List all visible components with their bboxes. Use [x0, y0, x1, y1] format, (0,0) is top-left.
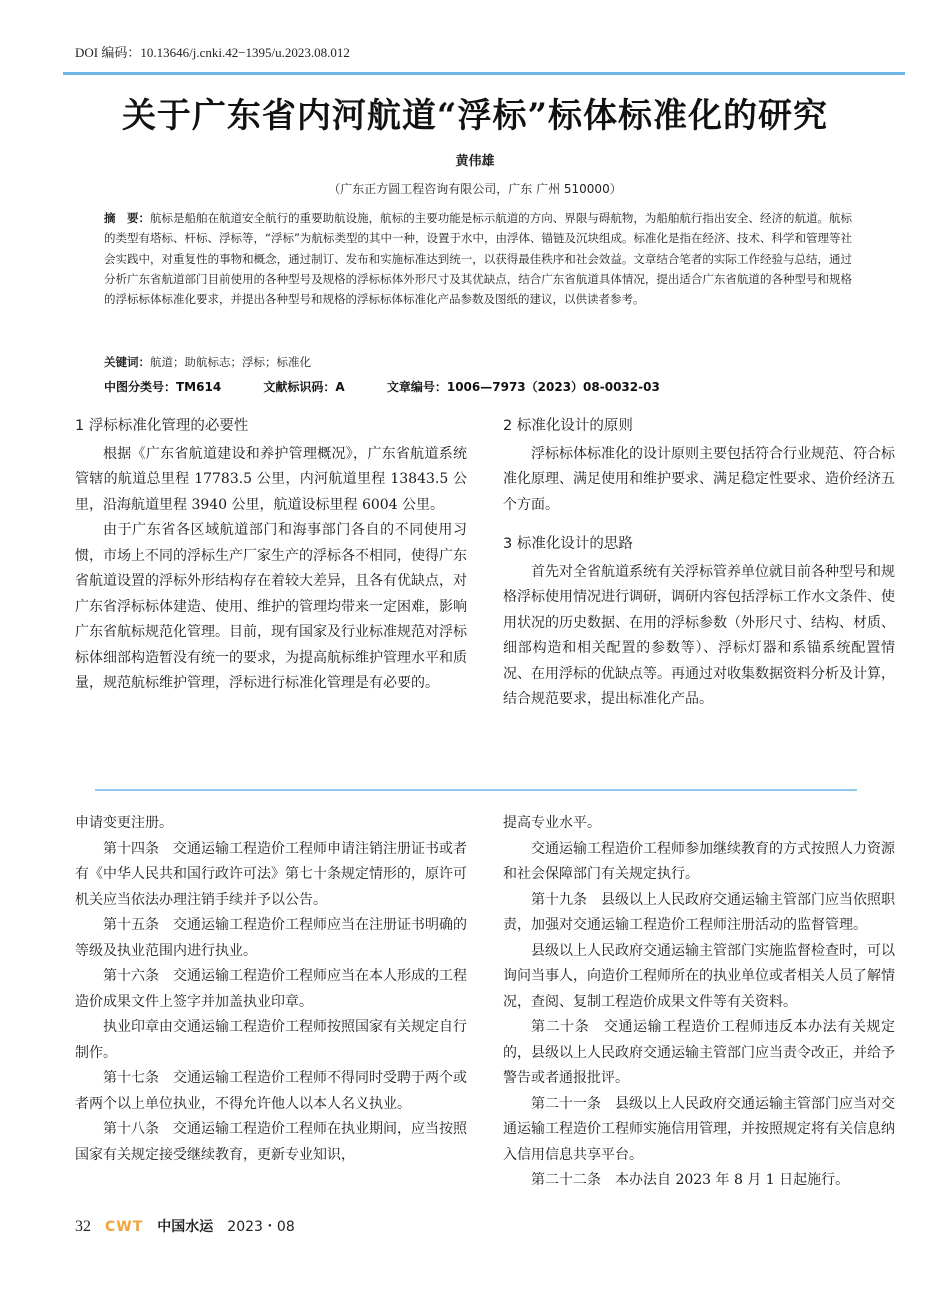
left-column-top — [75, 414, 467, 697]
paragraph: 浮标标体标准化的设计原则主要包括符合行业规范、符合标准化原理、满足使用和维护要求、满足稳定性要求、造价经济五个方面。 — [503, 445, 895, 513]
section-3-title: 3 标准化设计的思路 — [503, 536, 633, 552]
journal-logo-text: CWT — [105, 1219, 144, 1235]
paragraph: 第十六条 交通运输工程造价工程师应当在本人形成的工程造价成果文件上签字并加盖执业印章。 — [75, 968, 467, 1010]
paragraph: 交通运输工程造价工程师参加继续教育的方式按照人力资源和社会保障部门有关规定执行。 — [503, 840, 895, 882]
article-title: 关于广东省内河航道“浮标”标体标准化的研究 — [121, 96, 829, 136]
journal-name: 中国水运 — [157, 1219, 214, 1235]
paragraph: 县级以上人民政府交通运输主管部门实施监督检查时，可以询问当事人，向造价工程师所在的执业单位或者相关人员了解情况，查阅、复制工程造价成果文件等有关资料。 — [503, 942, 895, 1010]
right-column-top — [503, 414, 895, 713]
author-name: 黄伟雄 — [455, 154, 495, 169]
abstract — [104, 208, 852, 309]
doi-line: DOI 编码：10.13646/j.cnki.42−1395/u.2023.08.012 — [75, 45, 350, 60]
clc-number: 中图分类号：TM614 — [104, 380, 222, 394]
article-number: 文章编号：1006—7973（2023）08-0032-03 — [386, 380, 660, 394]
paragraph: 根据《广东省航道建设和养护管理概况》，广东省航道系统管辖的航道总里程 17783.5 公里，内河航道里程 13843.5 公里，沿海航道里程 3940 公里，航道设标里程 6004 公里。 — [75, 445, 467, 513]
abstract-label: 摘 要： — [104, 211, 151, 225]
section-divider — [95, 789, 857, 791]
keywords — [104, 354, 852, 370]
paragraph: 由于广东省各区域航道部门和海事部门各自的不同使用习惯，市场上不同的浮标生产厂家生产的浮标各不相同，使得广东省航道设置的浮标外形结构存在着较大差异，且各有优缺点，对广东省浮标标体建造、使用、维护的管理均带来一定困难，影响广东省航标规范化管理。目前，现有国家及行业标准规范对浮标标体细部构造暂没有统一的要求，为提高航标维护管理水平和质量，规范航标维护管理，浮标进行标准化管理是有必要的。 — [75, 522, 467, 691]
paragraph: 首先对全省航道系统有关浮标管养单位就目前各种型号和规格浮标使用情况进行调研，调研内容包括浮标工作水文条件、使用状况的历史数据、在用的浮标参数（外形尺寸、结构、材质、细部构造和相关配置的参数等）、浮标灯器和系锚系统配置情况、在用浮标的优缺点等。再通过对收集数据资料分析及计算，结合规范要求，提出标准化产品。 — [503, 563, 895, 707]
issue-date: 2023・08 — [227, 1219, 295, 1235]
paragraph: 申请变更注册。 — [75, 815, 173, 831]
paragraph: 第二十二条 本办法自 2023 年 8 月 1 日起施行。 — [531, 1172, 850, 1188]
paragraph: 第十五条 交通运输工程造价工程师应当在注册证书明确的等级及执业范围内进行执业。 — [75, 917, 467, 959]
paragraph: 提高专业水平。 — [503, 815, 601, 831]
page-number: 32 — [75, 1218, 91, 1235]
paragraph: 第二十条 交通运输工程造价工程师违反本办法有关规定的，县级以上人民政府交通运输主管部门应当责令改正，并给予警告或者通报批评。 — [503, 1019, 895, 1086]
section-2-title: 2 标准化设计的原则 — [503, 418, 633, 434]
page-footer — [75, 1216, 295, 1236]
paragraph: 第十七条 交通运输工程造价工程师不得同时受聘于两个或者两个以上单位执业，不得允许他人以本人名义执业。 — [75, 1070, 467, 1112]
right-column-bottom — [503, 811, 895, 1194]
classification-info — [104, 378, 852, 395]
paragraph: 第二十一条 县级以上人民政府交通运输主管部门应当对交通运输工程造价工程师实施信用管理，并按照规定将有关信息纳入信用信息共享平台。 — [503, 1095, 895, 1163]
paragraph: 第十四条 交通运输工程造价工程师申请注销注册证书或者有《中华人民共和国行政许可法》第七十条规定情形的，原许可机关应当依法办理注销手续并予以公告。 — [75, 840, 467, 908]
paragraph: 第十八条 交通运输工程造价工程师在执业期间，应当按照国家有关规定接受继续教育，更新专业知识， — [75, 1121, 467, 1163]
keywords-text: 航道；助航标志；浮标；标准化 — [150, 355, 311, 369]
section-1-title: 1 浮标标准化管理的必要性 — [75, 418, 249, 434]
paragraph: 执业印章由交通运输工程造价工程师按照国家有关规定自行制作。 — [75, 1019, 467, 1061]
paragraph: 第十九条 县级以上人民政府交通运输主管部门应当依照职责，加强对交通运输工程造价工程师注册活动的监督管理。 — [503, 891, 895, 933]
author-affiliation: （广东正方圆工程咨询有限公司，广东 广州 510000） — [328, 182, 622, 196]
keywords-label: 关键词： — [104, 355, 150, 369]
header-rule — [63, 72, 905, 75]
document-code: 文献标识码：A — [263, 380, 345, 394]
abstract-text: 航标是船舶在航道安全航行的重要助航设施，航标的主要功能是标示航道的方向、界限与碍航物，为船舶航行指出安全、经济的航道。航标的类型有塔标、杆标、浮标等，“浮标”为航标类型的其中一种，设置于水中，由浮体、锚链及沉块组成。标准化是指在经济、技术、科学和管理等社会实践中，对重复性的事物和概念，通过制订、发布和实施标准达到统一，以获得最佳秩序和社会效益。文章结合笔者的实际工作经验与总结，通过分析广东省航道部门目前使用的各种型号及规格的浮标标体外形尺寸及其优缺点，结合广东省航道具体情况，提出适合广东省航道的各种型号和规格的浮标标体标准化要求，并提出各种型号和规格的浮标标体标准化产品参数及图纸的建议，以供读者参考。 — [104, 211, 852, 307]
left-column-bottom — [75, 811, 467, 1168]
